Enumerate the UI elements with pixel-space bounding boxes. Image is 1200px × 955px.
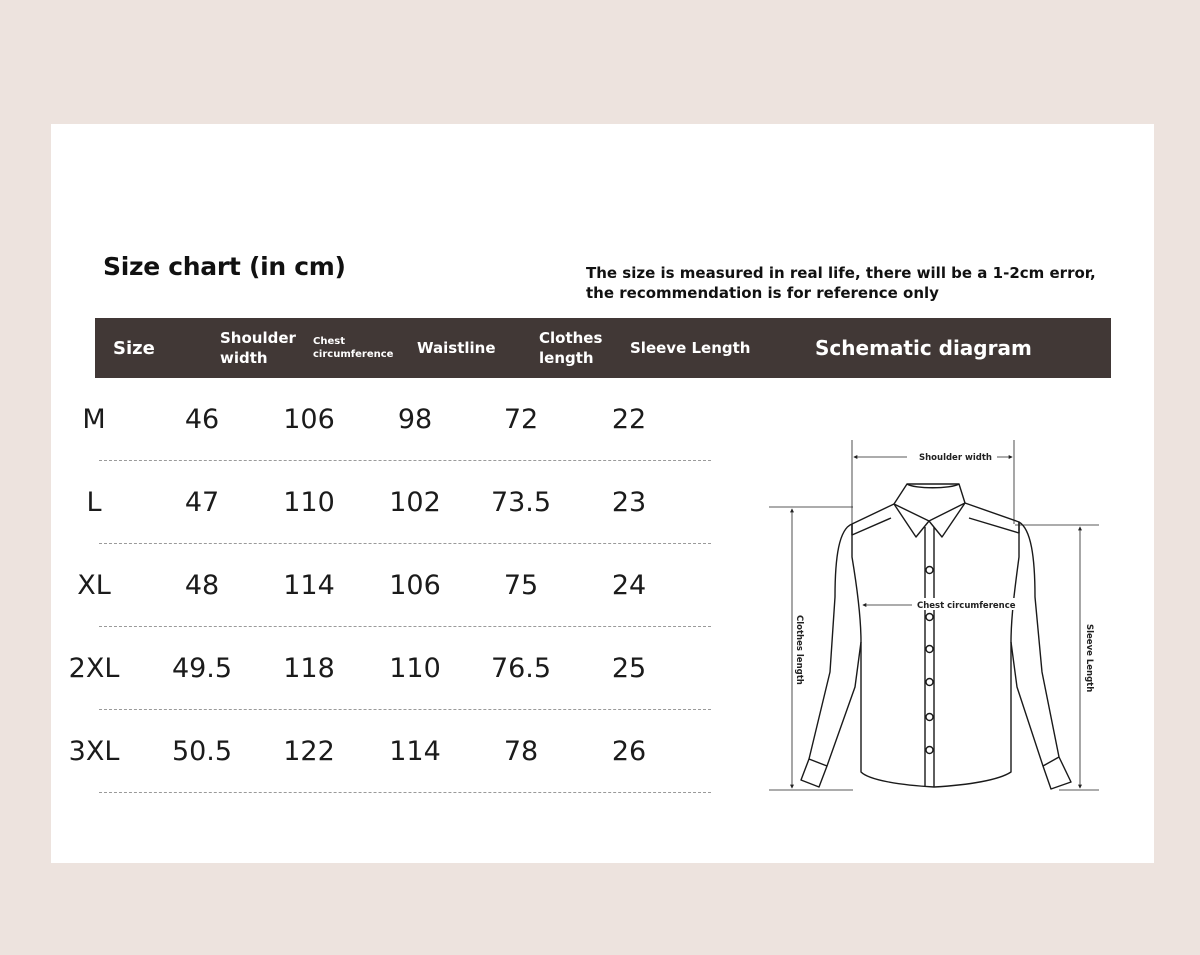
table-row bbox=[82, 378, 711, 461]
cell-size: 2XL bbox=[68, 652, 120, 684]
cell-size: XL bbox=[77, 569, 111, 601]
cell-sleeve: 25 bbox=[611, 652, 647, 684]
table-row bbox=[77, 544, 711, 627]
cell-sleeve: 22 bbox=[611, 403, 647, 435]
shirt-icon bbox=[769, 417, 1109, 812]
cell-length: 76.5 bbox=[490, 652, 552, 684]
cell-waist: 114 bbox=[389, 735, 441, 767]
cell-sleeve: 26 bbox=[611, 735, 647, 767]
cell-length: 75 bbox=[503, 569, 539, 601]
clothes-length-label: Clothes length bbox=[794, 615, 804, 685]
header-chest-circumference: Chest circumference bbox=[313, 336, 394, 360]
measurement-note: The size is measured in real life, there will be a 1-2cm error, the recommendation is for reference only bbox=[586, 264, 1096, 302]
cell-shoulder: 46 bbox=[184, 403, 220, 435]
sleeve-length-label: Sleeve Length bbox=[1084, 624, 1094, 693]
cell-chest: 114 bbox=[283, 569, 335, 601]
cell-length: 78 bbox=[503, 735, 539, 767]
header-sleeve-length: Sleeve Length bbox=[630, 339, 751, 357]
header-waistline: Waistline bbox=[417, 339, 496, 357]
table-header bbox=[95, 318, 1111, 378]
cell-shoulder: 49.5 bbox=[171, 652, 233, 684]
cell-length: 73.5 bbox=[490, 486, 552, 518]
header-size: Size bbox=[113, 337, 155, 359]
cell-sleeve: 23 bbox=[611, 486, 647, 518]
cell-chest: 118 bbox=[283, 652, 335, 684]
header-clothes-length: Clothes length bbox=[539, 329, 603, 367]
cell-shoulder: 47 bbox=[184, 486, 220, 518]
table-row bbox=[68, 710, 711, 793]
table-row bbox=[86, 461, 711, 544]
cell-shoulder: 48 bbox=[184, 569, 220, 601]
cell-size: M bbox=[82, 403, 106, 435]
cell-waist: 106 bbox=[389, 569, 441, 601]
cell-length: 72 bbox=[503, 403, 539, 435]
size-chart-card bbox=[51, 124, 1154, 863]
schematic-diagram bbox=[769, 417, 1109, 812]
cell-waist: 110 bbox=[389, 652, 441, 684]
cell-shoulder: 50.5 bbox=[171, 735, 233, 767]
page-title: Size chart (in cm) bbox=[103, 252, 346, 281]
cell-sleeve: 24 bbox=[611, 569, 647, 601]
cell-size: L bbox=[86, 486, 102, 518]
cell-chest: 110 bbox=[283, 486, 335, 518]
shoulder-width-label: Shoulder width bbox=[919, 453, 992, 463]
header-shoulder-width: Shoulder width bbox=[220, 329, 296, 367]
table-row bbox=[68, 627, 711, 710]
header-schematic-diagram: Schematic diagram bbox=[815, 336, 1032, 360]
cell-waist: 102 bbox=[389, 486, 441, 518]
cell-waist: 98 bbox=[397, 403, 433, 435]
cell-chest: 122 bbox=[283, 735, 335, 767]
cell-size: 3XL bbox=[68, 735, 120, 767]
cell-chest: 106 bbox=[283, 403, 335, 435]
chest-circumference-label: Chest circumference bbox=[917, 601, 1016, 611]
